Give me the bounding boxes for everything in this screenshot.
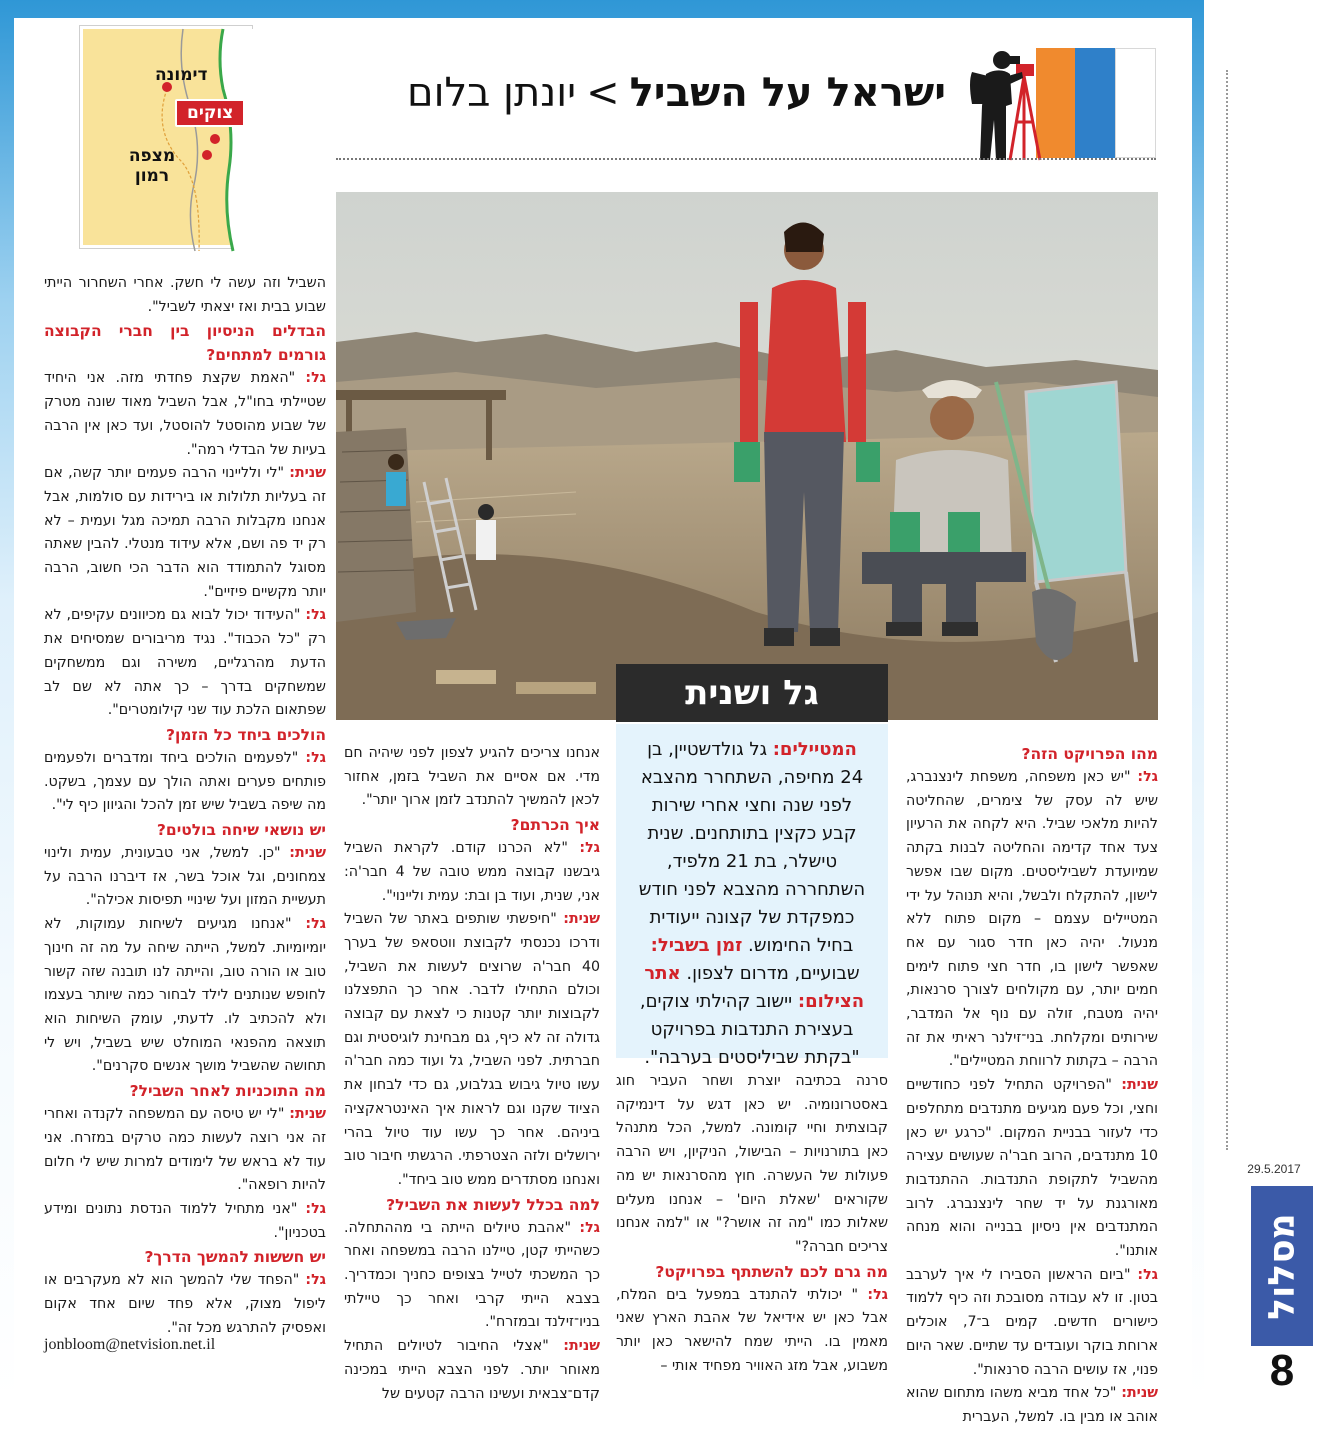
answer-text: "לי יש טיסה עם המשפחה לקנדה ואחרי זה אני רוצה לעשות כמה טרקים במזרח. אני עוד לא בראש של לימודים למרות שיש לי חלום להיות רופאה". bbox=[44, 1106, 326, 1194]
answer-paragraph bbox=[44, 1103, 326, 1198]
section-name: ישראל על השביל bbox=[629, 70, 946, 116]
question-heading: מה גרם לכם להשתתף בפרויקט? bbox=[655, 1262, 888, 1281]
speaker-label: שנית: bbox=[1121, 1077, 1158, 1094]
speaker-label: גל: bbox=[579, 840, 600, 857]
answer-text: "העידוד יכול לבוא גם מכיוונים עקיפים, לא רק "כל הכבוד". נגיד מריבורים שמסיחים את הדעת מהרגליים, משירה וגם ממשחקים שמשחקים בדרך – כך אתה לא שם לב שפתאום הלכת עוד שני קילומטרים". bbox=[44, 607, 326, 719]
answer-text: "לי ולליינוי הרבה פעמים יותר קשה, אם זה בעליות תלולות או בירידות עם סולמות, אבל אנחנו מקבלות הרבה תמיכה מגל ועמית – לא רק יד פה ושם, אלא עידוד מנטלי. להבין שאתה מסוגל להתמודד הוא הדבר הכי חשוב, הרבה יותר מקשיים פיזיים". bbox=[44, 465, 326, 600]
answer-text: "הפרויקט התחיל לפני כחודשיים וחצי, וכל פעם מגיעים מתנדבים מתחלפים כדי לעזור בבניית המקום. "כרגע יש כאן 10 מתנדבים, הרוב חבר'ה שעושים עצירה מהשביל לתקופת התנדבות. ההתנדבות מאורגנת על יד שחר לינצנברג. לרוב המתנדבים אין ניסיון בבנייה והוא מנחה אותנו". bbox=[906, 1077, 1158, 1260]
title-separator: > bbox=[586, 70, 620, 116]
answer-paragraph bbox=[344, 1217, 600, 1336]
body-paragraph: סרנה בכתיבה יוצרת ושחר העביר חוג באסטרונומיה. יש כאן דגש על דינמיקה קבוצתית וחיי קומונה. למשל, הכל מתנהל כאן בתורנויות – הבישול, הניקיון, ויש הרבה פעולות של העשרה. חוץ מהסרנאות יש מה שקוראים 'שאלת היום' – אנחנו מעלים שאלות כמו "מה זה אושר?" או "למה אנחנו צריכים חברה?" bbox=[616, 1073, 888, 1255]
speaker-label: גל: bbox=[305, 607, 326, 624]
page-number: 8 bbox=[1269, 1346, 1295, 1395]
speaker-label: שנית: bbox=[563, 911, 601, 928]
answer-paragraph bbox=[44, 747, 326, 818]
answer-paragraph bbox=[344, 837, 600, 908]
info-time-label: זמן בשביל: bbox=[650, 935, 743, 956]
body-paragraph: השביל וזה עשה לי חשק. אחרי השחרור הייתי שבוע בבית ואז יצאתי לשביל". bbox=[44, 275, 326, 315]
text-column-middle-left bbox=[344, 742, 601, 1402]
info-time-text: שבועיים, מדרום לצפון. bbox=[686, 963, 860, 984]
speaker-label: גל: bbox=[305, 916, 326, 933]
hikers-info-box bbox=[616, 724, 888, 1068]
speaker-label: גל: bbox=[305, 1272, 326, 1289]
speaker-label: גל: bbox=[579, 1219, 600, 1236]
info-hikers-label: המטיילים: bbox=[772, 739, 857, 760]
answer-paragraph bbox=[44, 1198, 326, 1245]
question-heading: מה התוכניות לאחר השביל? bbox=[129, 1082, 326, 1101]
speaker-label: גל: bbox=[1137, 1266, 1158, 1283]
author-name: יונתן בלום bbox=[407, 70, 577, 116]
answer-paragraph bbox=[344, 1335, 600, 1406]
speaker-label: שנית: bbox=[289, 465, 326, 482]
question-heading: הבדלים הניסיון בין חברי הקבוצה גורמים למתחים? bbox=[44, 322, 326, 365]
speaker-label: גל: bbox=[1137, 769, 1159, 785]
speaker-label: שנית: bbox=[1121, 1385, 1159, 1402]
answer-text: "חיפשתי שותפים באתר של השביל ודרכו נכנסתי לקבוצת ווטסאפ של בערך 40 חבר'ה שרוצים לעשות את השביל, וכולם התחילו לדבר. אחר כך התפצלנו לקבוצות יותר קטנות כי לצאת עם קבוצה גדולה זה לא כיף, גם מבחינת לוגיסטית וגם חברתית. לפני השביל, גל ועוד כמה חבר'ה עשו טיול גיבוש בגלבוע, גם כדי לבחון את הציוד שקנו וגם לראות איך האינטראקציה ביניהם. אחר כך עשו עוד טיול בהרי ירושלים ולזה הצטרפתי. הרגשתי חיבור טוב ואנחנו מסתדרים ממש טוב ביחד". bbox=[344, 911, 600, 1188]
text-column-right bbox=[906, 742, 1159, 1425]
answer-text: "האמת שקצת פחדתי מזה. אני היחיד שטיילתי בחו"ל, אבל השביל מאוד שונה מטרק של שבוע מהוסטל להוסטל, ועד כאן אין הרבה בעיות של הבדלי רמה". bbox=[44, 370, 326, 458]
answer-paragraph bbox=[44, 604, 326, 723]
photo-caption: גל ושנית bbox=[616, 664, 888, 722]
question-heading: יש חששות להמשך הדרך? bbox=[144, 1248, 326, 1267]
author-email: jonbloom@netvision.net.il bbox=[44, 1336, 216, 1353]
stripe-white bbox=[1115, 48, 1156, 158]
answer-text: "לא הכרנו קודם. לקראת השביל גיבשנו קבוצה ממש טובה של 4 חבר'ה: אני, שנית, ועוד בן ובת: עמית וליינוי". bbox=[344, 840, 600, 904]
answer-text: "יש כאן משפחה, משפחת לינצנברג, שיש לה עסק של צימרים, שהחליטה להיות מלאכי שביל. היא לקחה את הרעיון צעד אחד קדימה והחליטה לבנות בקתה שמיועדת לשביליסטים. מקום שבו אפשר לישון, להתקלח ולבשל, והיא תנוהל על ידי המטיילים עצמם – מקום פתוח ללא מנעול. יהיה כאן חדר סגור עם אח שאפשר לישון בו, חדר חצי פתוח לימים חמים יותר, עם מקולחים לצורך סרנאות, יהיה מטבח, זולה עם נוף אל המדבר, שירותים ומקלחת. בני־זילנר ראיתי את זה הרבה – בקתות לרווחת המטיילים". bbox=[906, 769, 1158, 1070]
info-site-text: יישוב קהילתי צוקים, בעצירת התנדבות בפרויקט "בקתת שביליסטים בערבה". bbox=[639, 991, 860, 1068]
body-paragraph: אנחנו צריכים להגיע לצפון לפני שיהיה חם מדי. אם אסיים את השביל בזמן, אחזור לכאן להמשיך להתנדב לזמן ארוך יותר". bbox=[344, 745, 600, 809]
speaker-label: שנית: bbox=[289, 1106, 327, 1123]
answer-paragraph bbox=[906, 1264, 1158, 1383]
info-hikers-text: גל גולדשטיין, בן 24 מחיפה, השתחרר מהצבא לפני שנה וחצי אחרי שירות קבע כקצין בתותחנים. שנית טישלר, בת 21 מלפיד, השתחררה מהצבא לפני חודש כמפקדת של קצונה ייעודית בחיל החימוש. bbox=[638, 739, 866, 956]
stripe-blue bbox=[1075, 48, 1114, 158]
answer-paragraph bbox=[906, 1074, 1158, 1264]
header-dotted-rule bbox=[336, 158, 1156, 160]
answer-paragraph bbox=[44, 1269, 326, 1340]
speaker-label: גל: bbox=[305, 749, 326, 766]
answer-text: "כן. למשל, אני טבעונית, עמית ולינוי צמחונים, וגל אוכל בשר, אז דיברנו הרבה על תעשיית המזון ועל שינויי תפיסות אכילה". bbox=[44, 845, 326, 909]
map-terrain bbox=[83, 29, 255, 251]
answer-paragraph bbox=[44, 913, 326, 1079]
answer-paragraph bbox=[44, 462, 326, 604]
mitzpe-dot bbox=[202, 150, 212, 160]
info-site-label: אתר הצילום: bbox=[644, 963, 865, 1012]
speaker-label: שנית: bbox=[563, 1338, 601, 1355]
speaker-label: גל: bbox=[305, 370, 327, 387]
question-heading: יש נושאי שיחה בולטים? bbox=[156, 821, 326, 840]
text-column-middle-bottom bbox=[616, 1070, 888, 1372]
question-heading: למה בכלל לעשות את השביל? bbox=[386, 1195, 600, 1214]
speaker-label: גל: bbox=[305, 1200, 327, 1217]
answer-text: "אנחנו מגיעים לשיחות עמוקות, לא יומיומיות. למשל, הייתה שיחה על מה זה חינוך טוב או הורה טוב, והייתה לנו תובנה שזה קשור לחופש שנותנים לילד לבחור כמה שיותר בעצמו ולא להכתיב לו. לדעתי, עומק השיחות הוא תוצאה מהפנאי המוחלט שיש בשביל, ויש לי תחושה שהשביל מושך אנשים סקרנים". bbox=[44, 916, 326, 1075]
map-label-mitzpe-ramon: מצפה רמון bbox=[128, 146, 176, 186]
speaker-label: שנית: bbox=[289, 845, 326, 862]
issue-date: 29.5.2017 bbox=[1247, 1162, 1301, 1176]
answer-text: "ביום הראשון הסבירו לי איך לערבב בטון. זו לא עבודה מסובכת וזה כיף ללמוד כישורים חדשים. קמים ב־7, אוכלים ארוחת בוקר ועובדים עד שתיים. שאר היום פנוי, אז עושים הרבה סרנאות". bbox=[906, 1266, 1158, 1378]
answer-text: "הפחד שלי להמשך הוא לא מעקרבים או ליפול מצוק, אלא פחד שיום אחד אקום ואפסיק להתרגש מכל זה". bbox=[44, 1272, 326, 1336]
dotted-divider bbox=[1226, 70, 1228, 1150]
location-map bbox=[80, 26, 252, 248]
answer-text: "אצלי החיבור לטיולים התחיל מאוחר יותר. לפני הצבא הייתי במכינה קדם־צבאית ועשינו הרבה קטעים של bbox=[344, 1338, 600, 1402]
magazine-name: מסלול bbox=[1261, 1212, 1303, 1320]
map-label-tzukim: צוקים bbox=[175, 99, 245, 127]
main-photo bbox=[336, 192, 1158, 720]
answer-paragraph bbox=[906, 766, 1158, 1074]
answer-text: " יכולתי להתנדב במפעל בים המלח, אבל כאן יש אידיאל של אהבת הארץ שאני מאמין בו. הייתי שמח להישאר כאן יותר משבוע, אבל מזג האוויר מפחיד אותי – bbox=[616, 1286, 888, 1374]
question-heading: מהו הפרויקט הזה? bbox=[1021, 745, 1158, 763]
speaker-label: גל: bbox=[867, 1286, 888, 1303]
answer-text: "כל אחד מביא משהו מתחום שהוא אוהב או מבין בו. למשל, העברית bbox=[906, 1385, 1158, 1425]
answer-paragraph bbox=[616, 1284, 888, 1379]
article-header bbox=[336, 48, 1156, 158]
question-heading: איך הכרתם? bbox=[510, 816, 600, 835]
map-label-dimona: דימונה bbox=[155, 65, 208, 85]
answer-paragraph bbox=[906, 1382, 1158, 1429]
answer-paragraph bbox=[44, 367, 326, 462]
answer-paragraph bbox=[344, 908, 600, 1192]
answer-text: "אהבת טיולים הייתה בי מההתחלה. כשהייתי קטן, טיילנו הרבה במשפחה ואחר כך המשכתי לטייל בצופים כחניך וכמדריך. בצבא הייתי קרבי ואחר כך טיילתי בניו־זילנד ובמזרח". bbox=[344, 1219, 600, 1331]
article-title bbox=[407, 70, 946, 116]
answer-text: "לפעמים הולכים ביחד ומדברים ולפעמים פותחים פערים ואתה הולך עם עצמך, בשקט. מה שיפה בשביל שיש זמן להכל והגיוון כיף לי". bbox=[44, 749, 326, 814]
answer-paragraph bbox=[44, 842, 326, 913]
photographer-with-tripod-icon bbox=[946, 42, 1056, 164]
question-heading: הולכים ביחד כל הזמן? bbox=[166, 725, 326, 744]
answer-text: "אני מתחיל ללמוד הנדסת נתונים ומידע בטכניון". bbox=[44, 1200, 326, 1241]
desert-scene-illustration bbox=[336, 192, 1158, 720]
text-column-left bbox=[44, 272, 326, 1372]
tzukim-dot bbox=[210, 134, 220, 144]
magazine-brand-box bbox=[1251, 1186, 1313, 1346]
